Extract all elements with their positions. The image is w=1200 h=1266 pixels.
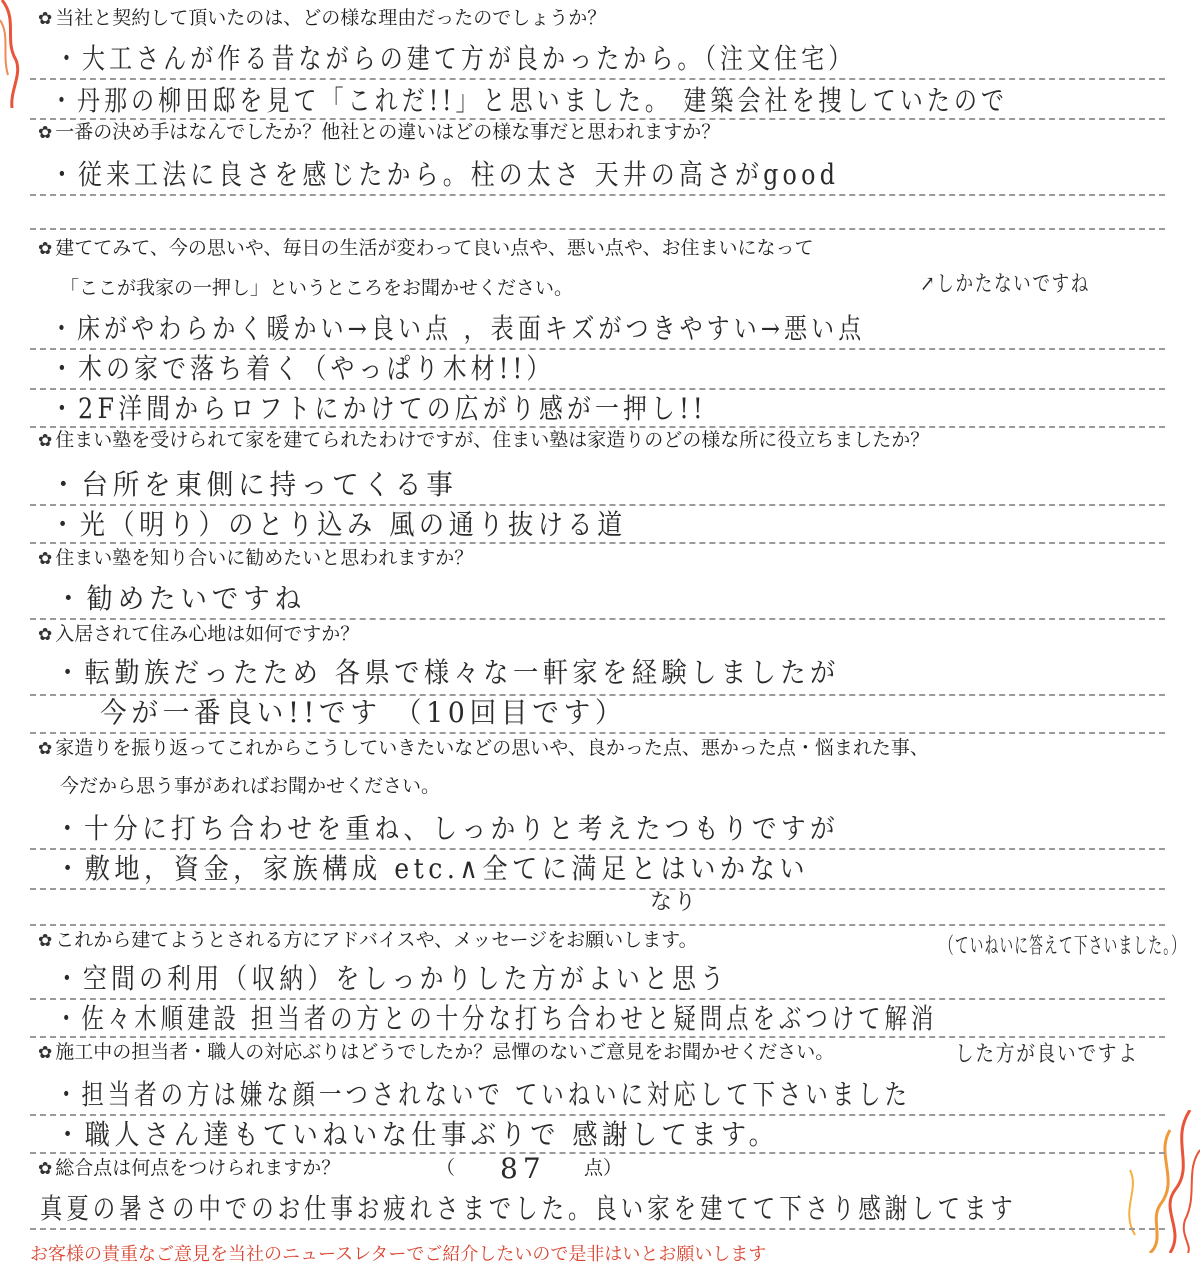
dashed-line	[30, 78, 1165, 80]
score-value: 87	[500, 1152, 546, 1185]
dashed-line	[30, 1228, 1165, 1230]
flower-icon: ✿	[38, 739, 53, 759]
flower-icon: ✿	[38, 431, 53, 451]
dashed-line	[30, 1114, 1165, 1116]
flame-ornament-right	[1100, 1110, 1200, 1253]
flower-icon: ✿	[38, 625, 53, 645]
question-4-text: 住まい塾を受けられて家を建てられたわけですが、住まい塾は家造りのどの様な所に役立ちましたか？	[55, 429, 930, 451]
dashed-line	[30, 194, 1165, 196]
flower-icon: ✿	[38, 123, 53, 143]
dashed-line	[30, 388, 1165, 390]
question-5	[38, 546, 473, 571]
answer-8-line-1: ・空間の利用（収納）をしっかりした方がよいと思う	[55, 962, 729, 995]
question-10-text: 総合点は何点をつけられますか？	[55, 1157, 341, 1179]
flame-ornament-left	[0, 0, 24, 110]
answer-4-line-2: ・光（明り）のとり込み 風の通り抜ける道	[50, 508, 627, 541]
dashed-line	[30, 542, 1165, 544]
dashed-line	[30, 888, 1165, 890]
answer-6-line-2: 今が一番良い!!です （10回目です）	[100, 696, 627, 729]
answer-7-insert: なり	[650, 890, 699, 915]
question-3-text-2: 「ここが我家の一押し」というところをお聞かせください。	[60, 277, 574, 299]
question-4	[38, 428, 929, 453]
question-3-text-1: 建ててみて、今の思いや、毎日の生活が変わって良い点や、悪い点や、お住まいになって	[55, 237, 814, 259]
question-9	[38, 1040, 834, 1065]
question-9-text: 施工中の担当者・職人の対応ぶりはどうでしたか？忌憚のないご意見をお聞かせください。	[55, 1041, 835, 1063]
answer-5-line-1: ・勧めたいですね	[55, 582, 306, 615]
question-8-text: これから建てようとされる方にアドバイスや、メッセージをお願いします。	[55, 929, 698, 951]
dashed-line	[30, 504, 1165, 506]
answer-3-line-3: ・2F洋間からロフトにかけての広がり感が一押し!!	[50, 392, 707, 425]
answer-2-line-1: ・従来工法に良さを感じたから。柱の太さ 天井の高さがgood	[50, 158, 840, 191]
dashed-line	[30, 998, 1165, 1000]
footer-note: お客様の貴重なご意見を当社のニュースレターでご紹介したいので是非はいとお願いします	[30, 1244, 767, 1265]
answer-9-line-1: ・担当者の方は嫌な顔一つされないで ていねいに対応して下さいました	[55, 1078, 911, 1111]
dashed-line	[30, 848, 1165, 850]
question-6	[38, 622, 359, 647]
answer-7-line-2: ・敷地，資金，家族構成 etc.∧全てに満足とはいかない	[55, 852, 810, 885]
answer-4-line-1: ・台所を東側に持ってくる事	[50, 468, 458, 501]
flower-icon: ✿	[38, 239, 53, 259]
answer-8-line-3: した方が良いですよ	[955, 1042, 1139, 1067]
answer-1-line-1: ・大工さんが作る昔ながらの建て方が良かったから。（注文住宅）	[55, 42, 856, 75]
question-1-text: 当社と契約して頂いたのは、どの様な理由だったのでしょうか？	[55, 7, 607, 29]
answer-7-line-1: ・十分に打ち合わせを重ね、しっかりと考えたつもりですが	[55, 812, 840, 845]
flower-icon: ✿	[38, 931, 53, 951]
dashed-line	[30, 228, 1165, 230]
answer-3-line-1: ・床がやわらかく暖かい→良い点 ，表面キズがつきやすい→悪い点	[50, 312, 866, 345]
dashed-line	[30, 1152, 1165, 1154]
flower-icon: ✿	[38, 9, 53, 29]
flower-icon: ✿	[38, 1159, 53, 1179]
score-unit: 点）	[584, 1157, 623, 1179]
question-5-text: 住まい塾を知り合いに勧めたいと思われますか？	[55, 547, 474, 569]
dashed-line	[30, 924, 1165, 926]
flower-icon: ✿	[38, 1043, 53, 1063]
dashed-line	[30, 732, 1165, 734]
question-7	[38, 736, 929, 761]
answer-6-line-1: ・転勤族だったため 各県で様々な一軒家を経験しましたが	[55, 656, 840, 689]
question-8	[38, 928, 698, 953]
answer-10-message: 真夏の暑さの中でのお仕事お疲れさまでした。良い家を建てて下さり感謝してます	[40, 1192, 1017, 1225]
answer-3-line-2: ・木の家で落ち着く（やっぱり木材!!）	[50, 352, 555, 385]
question-7-text-1: 家造りを振り返ってこれからこうしていきたいなどの思いや、良かった点、悪かった点・悩まれた事、	[55, 737, 929, 759]
question-2-text: 一番の決め手はなんでしたか？他社との違いはどの様な事だと思われますか？	[55, 121, 721, 143]
score-open-paren: （	[436, 1157, 456, 1179]
question-6-text: 入居されて住み心地は如何ですか？	[55, 623, 360, 645]
question-1	[38, 6, 606, 31]
answer-8-note: （ていねいに答えて下さいました。）	[940, 934, 1187, 959]
question-7-text-2: 今だから思う事があればお聞かせください。	[60, 775, 441, 797]
answer-8-line-2: ・佐々木順建設 担当者の方との十分な打ち合わせと疑問点をぶつけて解消	[55, 1002, 938, 1035]
answer-9-line-2: ・職人さん達もていねいな仕事ぶりで 感謝してます。	[55, 1118, 779, 1151]
dashed-line	[30, 618, 1165, 620]
question-2	[38, 120, 720, 145]
answer-1-line-2: ・丹那の柳田邸を見て「これだ!!」と思いました。 建築会社を捜していたので	[50, 84, 1009, 117]
dashed-line	[30, 348, 1165, 350]
answer-3-note: ↗しかたないですね	[920, 272, 1090, 297]
question-10	[38, 1156, 340, 1181]
question-3	[38, 236, 814, 261]
flower-icon: ✿	[38, 549, 53, 569]
